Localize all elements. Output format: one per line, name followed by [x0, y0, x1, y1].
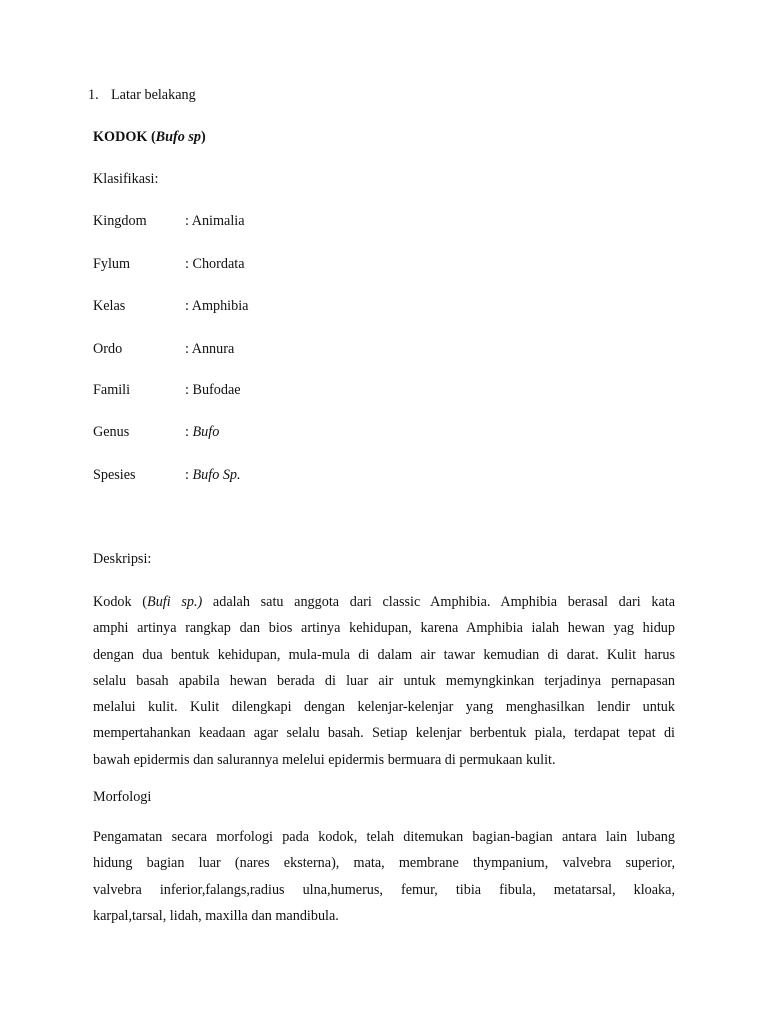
- rank-value: : Chordata: [185, 256, 245, 272]
- rank-value-species: : Bufo Sp.: [185, 467, 241, 483]
- description-heading: Deskripsi:: [93, 551, 152, 567]
- rank-label: Famili: [93, 382, 131, 398]
- paragraph-line: hidung bagian luar (nares eksterna), mata, membrane thympanium, valvebra superior,: [93, 855, 675, 872]
- section-number: 1.: [88, 87, 99, 103]
- paragraph-line: amphi artinya rangkap dan bios artinya kehidupan, karena Amphibia ialah hewan yag hidup: [93, 620, 675, 637]
- rank-value: : Animalia: [185, 213, 245, 229]
- paragraph-line: selalu basah apabila hewan berada di luar air untuk memyngkinkan terjadinya pernapasan: [93, 672, 675, 689]
- rank-value: : Amphibia: [185, 298, 249, 314]
- rank-label: Fylum: [93, 256, 131, 272]
- rank-label: Genus: [93, 424, 130, 440]
- paragraph-line: bawah epidermis dan salurannya melelui epidermis bermuara di permukaan kulit.: [93, 751, 556, 768]
- classification-heading: Klasifikasi:: [93, 171, 159, 187]
- subject-sci-name: Bufo sp: [155, 129, 202, 145]
- paragraph-line: Kodok (Bufi sp.) adalah satu anggota dari classic Amphibia. Amphibia berasal dari kata: [93, 594, 675, 610]
- rank-label: Kingdom: [93, 213, 147, 229]
- section-title: Latar belakang: [111, 87, 196, 103]
- subject-name: KODOK: [93, 129, 148, 145]
- rank-value: : Bufodae: [185, 382, 241, 398]
- morphology-heading: Morfologi: [93, 789, 152, 805]
- rank-label: Kelas: [93, 298, 126, 314]
- paragraph-line: valvebra inferior,falangs,radius ulna,humerus, femur, tibia fibula, metatarsal, kloaka,: [93, 881, 675, 898]
- rank-label: Spesies: [93, 467, 136, 483]
- paragraph-line: melalui kulit. Kulit dilengkapi dengan kelenjar-kelenjar yang menghasilkan lendir untuk: [93, 699, 675, 716]
- rank-value-genus: : Bufo: [185, 424, 220, 440]
- paragraph-line: Pengamatan secara morfologi pada kodok, telah ditemukan bagian-bagian antara lain lubang: [93, 829, 675, 845]
- rank-label: Ordo: [93, 341, 123, 357]
- subject-title: KODOK (Bufo sp): [93, 129, 206, 145]
- description-paragraph: [93, 589, 675, 773]
- paragraph-line: dengan dua bentuk kehidupan, mula-mula di dalam air tawar kemudian di darat. Kulit harus: [93, 646, 675, 663]
- paragraph-line: mempertahankan keadaan agar selalu basah. Setiap kelenjar berbentuk piala, terdapat tepat di: [93, 725, 675, 742]
- paragraph-line: karpal,tarsal, lidah, maxilla dan mandibula.: [93, 907, 339, 924]
- morphology-paragraph: [93, 824, 675, 929]
- rank-value: : Annura: [185, 341, 235, 357]
